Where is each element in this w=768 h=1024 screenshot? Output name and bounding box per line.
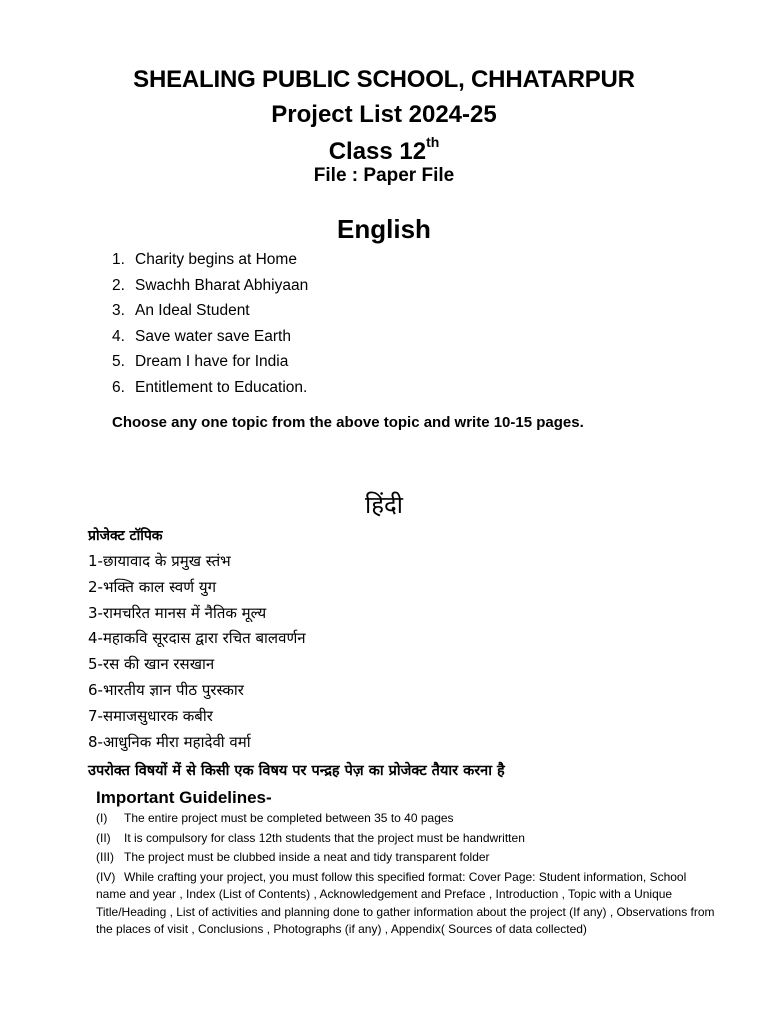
- guidelines-list: [96, 810, 716, 941]
- list-item: 8-आधुनिक मीरा महादेवी वर्मा: [88, 732, 251, 751]
- list-text: The project must be clubbed inside a neat and tidy transparent folder: [124, 850, 490, 864]
- list-number: (IV): [96, 869, 116, 884]
- list-number: 6.: [112, 378, 125, 396]
- hindi-topic-label: प्रोजेक्ट टॉपिक: [88, 528, 163, 544]
- hindi-instruction: उपरोक्त विषयों में से किसी एक विषय पर पन्द्रह पेज़ का प्रोजेक्ट तैयार करना है: [88, 763, 505, 779]
- list-text: Entitlement to Education.: [135, 378, 308, 396]
- list-item: [96, 869, 716, 939]
- list-item: [112, 324, 308, 350]
- list-item: [96, 830, 716, 848]
- list-item: 1-छायावाद के प्रमुख स्तंभ: [88, 552, 231, 570]
- list-item: [112, 298, 308, 324]
- hindi-heading: हिंदी: [365, 491, 403, 519]
- list-text: While crafting your project, you must follow this specified format: Cover Page: Student information, School name and year , Index (List of Contents) , Acknowledgement and Preface , Introduction , Topic with a Unique Title/Heading , List of activities and planning done to gather information about the project (If any) , Observations from the places of visit , Conclusions , Photographs (if any) , Appendix( Sources of data collected): [96, 869, 715, 936]
- list-item: 3-रामचरित मानस में नैतिक मूल्य: [88, 603, 267, 622]
- list-item: [112, 375, 308, 401]
- list-number: 4.: [112, 327, 125, 345]
- list-text: Swachh Bharat Abhiyaan: [135, 276, 309, 294]
- list-number: 1.: [112, 251, 125, 268]
- list-item: [112, 273, 308, 299]
- list-number: 2.: [112, 276, 125, 294]
- class-title: [0, 134, 768, 166]
- list-number: (I): [96, 811, 108, 825]
- english-topic-list: [112, 247, 308, 400]
- list-item: [112, 349, 308, 375]
- list-text: It is compulsory for class 12th students that the project must be handwritten: [124, 830, 525, 845]
- file-type: File : Paper File: [313, 165, 455, 186]
- list-item: 5-रस की खान रसखान: [88, 655, 215, 674]
- list-text: Dream I have for India: [135, 353, 289, 370]
- list-number: (II): [96, 830, 111, 845]
- class-text: Class 12: [328, 138, 427, 165]
- list-item: [112, 247, 308, 273]
- english-instruction: Choose any one topic from the above topic and write 10-15 pages.: [112, 414, 584, 431]
- project-list-title: Project List 2024-25: [271, 101, 497, 128]
- hindi-topic-list: [88, 549, 306, 755]
- list-text: Save water save Earth: [135, 327, 291, 345]
- list-text: The entire project must be completed between 35 to 40 pages: [124, 811, 454, 825]
- list-text: Charity begins at Home: [135, 251, 297, 268]
- school-name: SHEALING PUBLIC SCHOOL, CHHATARPUR: [133, 66, 635, 93]
- list-number: (III): [96, 850, 114, 864]
- list-item: 4-महाकवि सूरदास द्वारा रचित बालवर्णन: [88, 629, 306, 648]
- class-superscript: th: [426, 134, 440, 150]
- list-item: 7-समाजसुधारक कबीर: [88, 706, 213, 725]
- list-number: 5.: [112, 353, 125, 370]
- guidelines-heading: Important Guidelines-: [96, 788, 272, 807]
- list-text: An Ideal Student: [135, 302, 250, 319]
- list-item: 2-भक्ति काल स्वर्ण युग: [88, 577, 217, 596]
- list-item: [96, 810, 716, 828]
- list-number: 3.: [112, 302, 125, 319]
- list-item: [96, 849, 716, 867]
- list-item: 6-भारतीय ज्ञान पीठ पुरस्कार: [88, 680, 244, 699]
- english-heading: English: [337, 214, 431, 244]
